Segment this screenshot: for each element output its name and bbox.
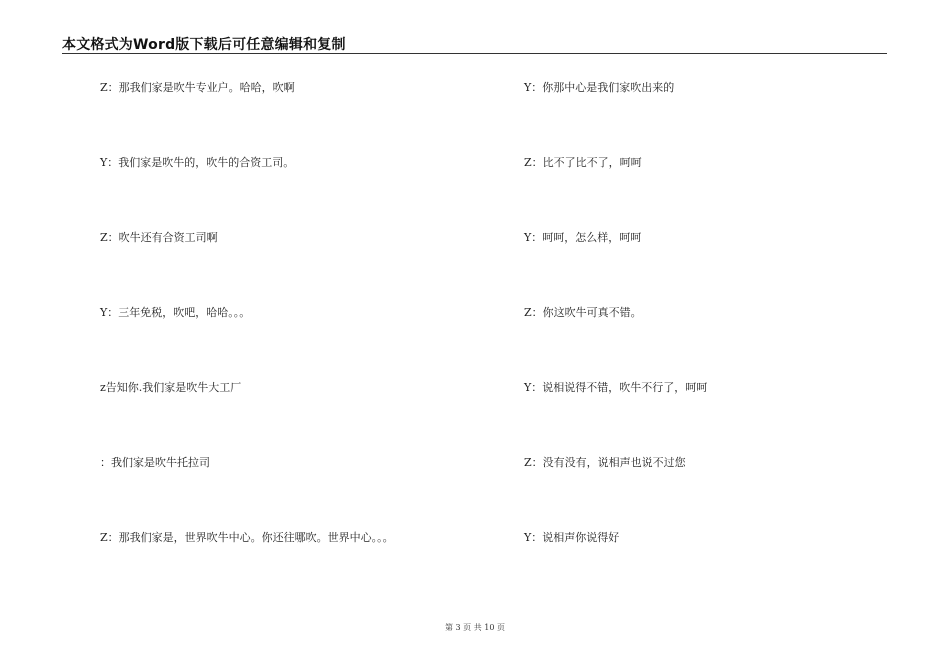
dialogue-line-left-7: Z：那我们家是，世界吹牛中心。你还往哪吹。世界中心。。。: [100, 531, 394, 544]
dialogue-line-right-5: Y：说相说得不错，吹牛不行了，呵呵: [524, 381, 708, 394]
dialogue-line-right-1: Y：你那中心是我们家吹出来的: [524, 81, 675, 94]
dialogue-line-left-4: Y：三年免税，吹吧，哈哈。。。: [100, 306, 251, 319]
page-number-footer: 第 3 页 共 10 页: [445, 623, 505, 632]
dialogue-line-left-5: z告知你.我们家是吹牛大工厂: [100, 381, 242, 394]
dialogue-line-left-6: ：我们家是吹牛托拉司: [100, 456, 210, 469]
dialogue-line-right-3: Y：呵呵，怎么样，呵呵: [524, 231, 642, 244]
document-header-title: 本文格式为Word版下载后可任意编辑和复制: [62, 37, 346, 53]
dialogue-line-right-2: Z：比不了比不了，呵呵: [524, 156, 642, 169]
dialogue-line-right-7: Y：说相声你说得好: [524, 531, 620, 544]
dialogue-line-left-1: Z：那我们家是吹牛专业户。哈哈，吹啊: [100, 81, 295, 94]
dialogue-line-left-2: Y：我们家是吹牛的，吹牛的合资工司。: [100, 156, 295, 169]
dialogue-line-right-4: Z：你这吹牛可真不错。: [524, 306, 642, 319]
dialogue-line-left-3: Z：吹牛还有合资工司啊: [100, 231, 218, 244]
dialogue-line-right-6: Z：没有没有，说相声也说不过您: [524, 456, 686, 469]
header-divider: [62, 53, 887, 54]
